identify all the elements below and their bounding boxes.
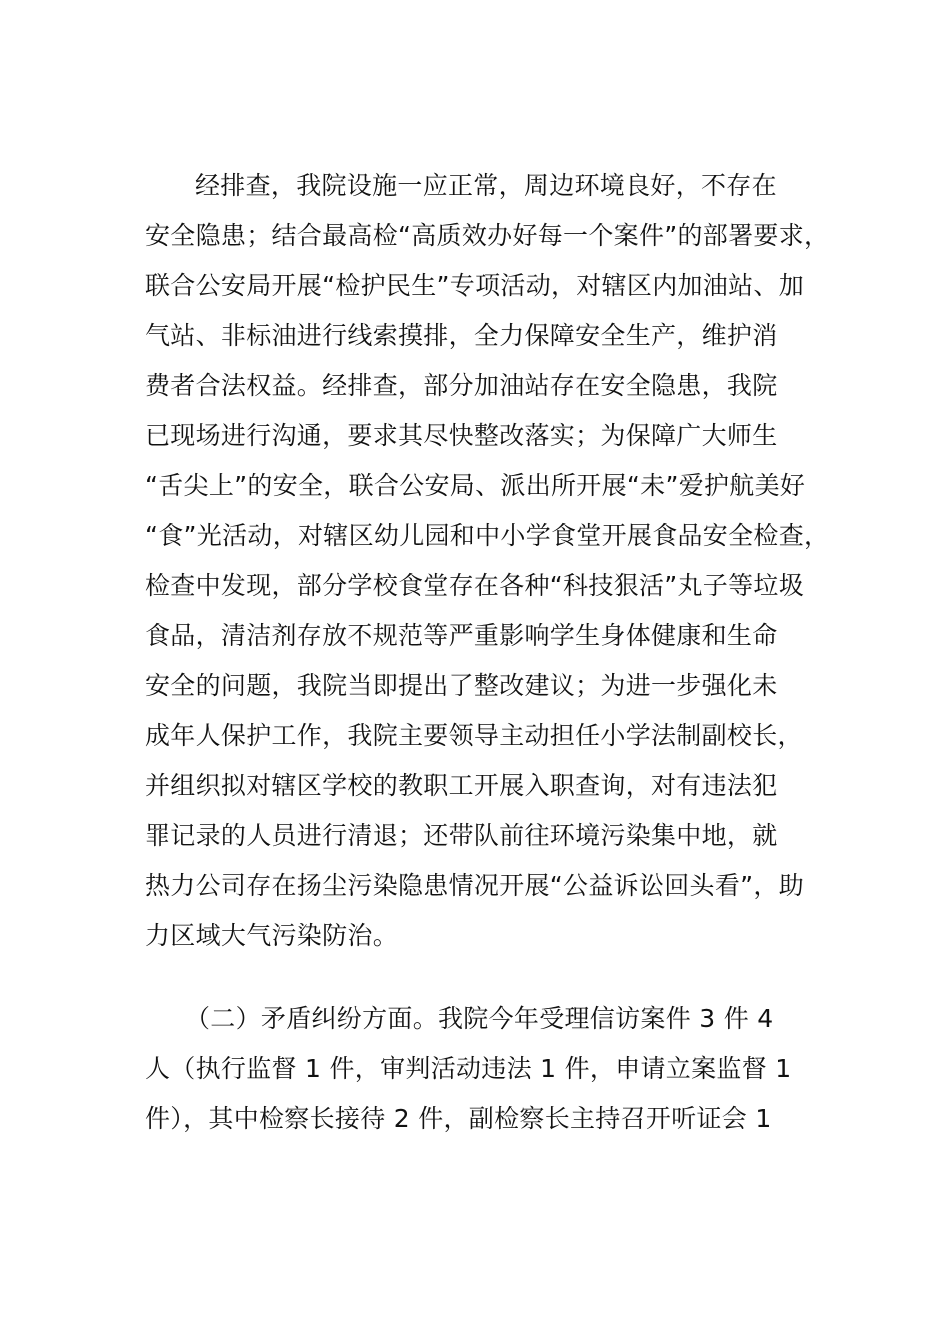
text-line: 罪记录的人员进行清退；还带队前往环境污染集中地，就: [145, 821, 778, 850]
text-line: 件），其中检察长接待 2 件，副检察长主持召开听证会 1: [145, 1104, 772, 1133]
text-line: 已现场进行沟通，要求其尽快整改落实；为保障广大师生: [145, 421, 778, 450]
text-line: 费者合法权益。经排查，部分加油站存在安全隐患，我院: [145, 371, 778, 400]
text-line: 经排查，我院设施一应正常，周边环境良好，不存在: [195, 171, 777, 200]
text-line: “食”光活动，对辖区幼儿园和中小学食堂开展食品安全检查，: [145, 521, 830, 550]
text-line: 热力公司存在扬尘污染隐患情况开展“公益诉讼回头看”，助: [145, 871, 805, 900]
text-line: 检查中发现，部分学校食堂存在各种“科技狠活”丸子等垃圾: [145, 571, 805, 600]
text-line: 联合公安局开展“检护民生”专项活动，对辖区内加油站、加: [145, 271, 805, 300]
text-line: 食品，清洁剂存放不规范等严重影响学生身体健康和生命: [145, 621, 778, 650]
text-line: 力区域大气污染防治。: [145, 921, 399, 950]
text-line: 气站、非标油进行线索摸排，全力保障安全生产，维护消: [145, 321, 778, 350]
text-line: 安全隐患；结合最高检“高质效办好每一个案件”的部署要求，: [145, 221, 830, 250]
text-line: “舌尖上”的安全，联合公安局、派出所开展“未”爱护航美好: [145, 471, 806, 500]
text-line: 成年人保护工作，我院主要领导主动担任小学法制副校长，: [145, 721, 803, 750]
text-line: 人（执行监督 1 件，审判活动违法 1 件，申请立案监督 1: [145, 1054, 792, 1083]
text-line: 并组织拟对辖区学校的教职工开展入职查询，对有违法犯: [145, 771, 778, 800]
text-line: 安全的问题，我院当即提出了整改建议；为进一步强化未: [145, 671, 778, 700]
text-line: （二）矛盾纠纷方面。我院今年受理信访案件 3 件 4: [185, 1004, 774, 1033]
